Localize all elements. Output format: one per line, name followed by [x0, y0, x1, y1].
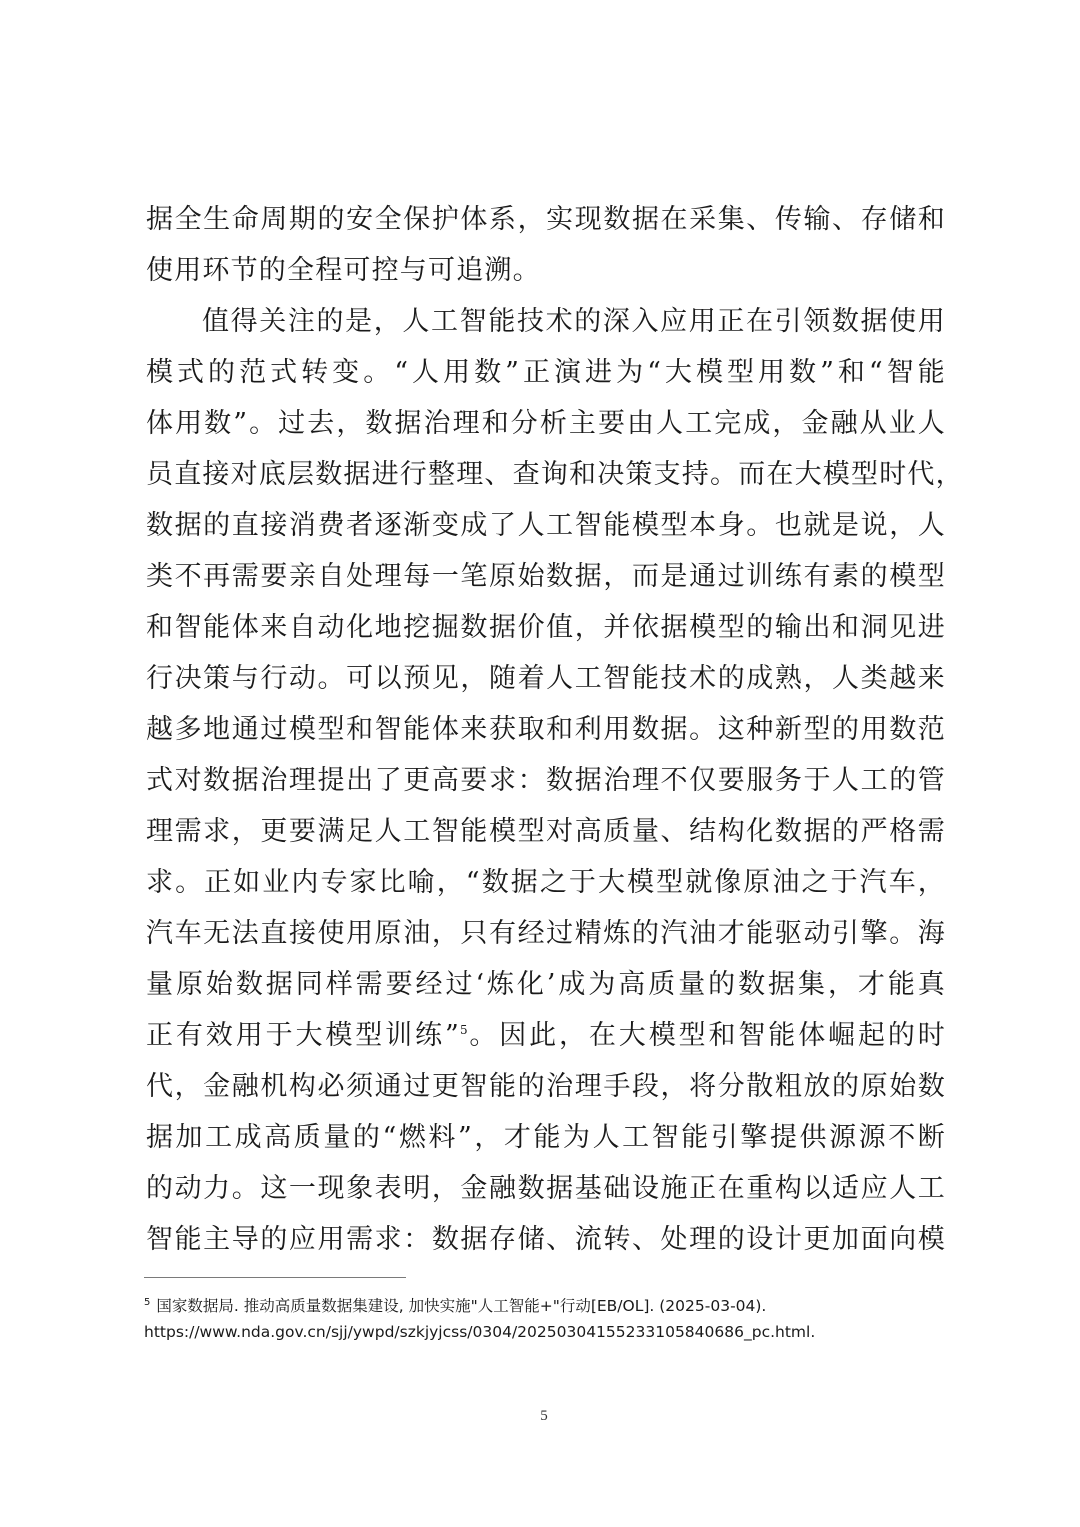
- text-line: 求。正如业内专家比喻，“数据之于大模型就像原油之于汽车，: [146, 867, 946, 898]
- text-line: 行决策与行动。可以预见，随着人工智能技术的成熟，人类越来: [146, 663, 946, 694]
- footnote: [144, 1293, 944, 1345]
- text-line: 的动力。这一现象表明，金融数据基础设施正在重构以适应人工: [146, 1173, 946, 1204]
- paragraph-start-line: 值得关注的是，人工智能技术的深入应用正在引领数据使用: [202, 306, 946, 337]
- text-line: 量原始数据同样需要经过‘炼化’成为高质量的数据集，才能真: [146, 969, 946, 1000]
- footnote-citation-line: [144, 1293, 944, 1319]
- footnote-citation: 国家数据局. 推动高质量数据集建设, 加快实施"人工智能+"行动[EB/OL]. (2025-03-04).: [156, 1297, 767, 1315]
- text-line: 越多地通过模型和智能体来获取和利用数据。这种新型的用数范: [146, 714, 946, 745]
- page-number: 5: [540, 1408, 548, 1424]
- text-line: 模式的范式转变。“人用数”正演进为“大模型用数”和“智能: [146, 357, 946, 388]
- text-line: 智能主导的应用需求：数据存储、流转、处理的设计更加面向模: [146, 1224, 946, 1255]
- body-text: [146, 194, 964, 1265]
- text-line-with-footnote: [146, 1010, 946, 1061]
- text-segment: 。因此，在大模型和智能体崛起的时: [467, 1020, 946, 1051]
- text-segment: 正有效用于大模型训练”: [146, 1020, 460, 1051]
- text-line: 汽车无法直接使用原油，只有经过精炼的汽油才能驱动引擎。海: [146, 918, 946, 949]
- text-line: 数据的直接消费者逐渐变成了人工智能模型本身。也就是说，人: [146, 510, 946, 541]
- text-line: 员直接对底层数据进行整理、查询和决策支持。而在大模型时代，: [146, 459, 964, 490]
- text-line: 式对数据治理提出了更高要求：数据治理不仅要服务于人工的管: [146, 765, 946, 796]
- text-line: 据加工成高质量的“燃料”，才能为人工智能引擎提供源源不断: [146, 1122, 946, 1153]
- footnote-number: 5: [144, 1296, 151, 1308]
- text-line: 体用数”。过去，数据治理和分析主要由人工完成，金融从业人: [146, 408, 946, 439]
- text-line: 和智能体来自动化地挖掘数据价值，并依据模型的输出和洞见进: [146, 612, 946, 643]
- text-line: 据全生命周期的安全保护体系，实现数据在采集、传输、存储和: [146, 204, 946, 235]
- text-line: 理需求，更要满足人工智能模型对高质量、结构化数据的严格需: [146, 816, 946, 847]
- text-line: 类不再需要亲自处理每一笔原始数据，而是通过训练有素的模型: [146, 561, 946, 592]
- footnote-url[interactable]: https://www.nda.gov.cn/sjj/ywpd/szkjyjcss/0304/20250304155233105840686_pc.html.: [144, 1323, 816, 1341]
- text-line: 代，金融机构必须通过更智能的治理手段，将分散粗放的原始数: [146, 1071, 946, 1102]
- text-line: 使用环节的全程可控与可追溯。: [146, 255, 541, 286]
- footnote-divider: [144, 1277, 406, 1278]
- footnote-reference[interactable]: 5: [459, 1023, 468, 1037]
